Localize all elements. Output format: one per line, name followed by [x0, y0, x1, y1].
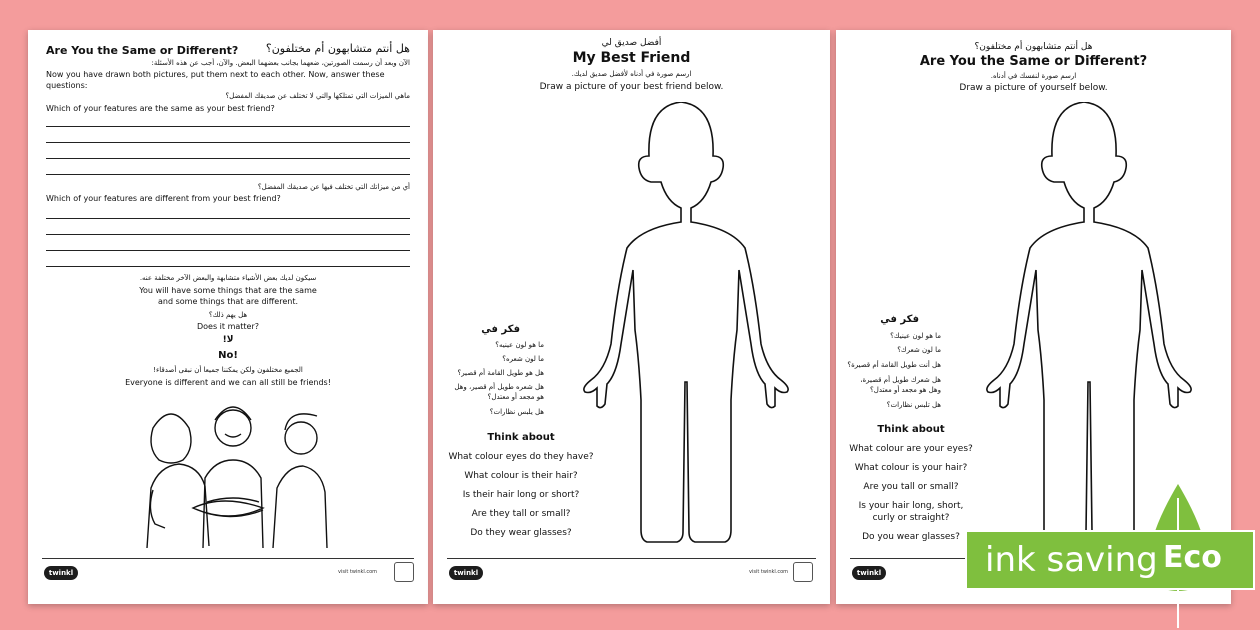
instructions-en-line2: questions:	[46, 81, 88, 90]
question-ar: ما هو لون عينيه؟	[495, 341, 544, 349]
think-about-heading-ar: فكر في	[880, 314, 919, 325]
question-en: curly or straight?	[872, 513, 950, 523]
answer-line	[46, 266, 410, 267]
think-about-heading-en: Think about	[877, 424, 945, 435]
question-same-en: Which of your features are the same as your best friend?	[46, 104, 275, 113]
question-en: What colour are your eyes?	[849, 444, 973, 454]
question-ar: هل أنت طويل القامة أم قصيرة؟	[847, 361, 941, 369]
body-outline-drawing	[571, 102, 791, 557]
question-en: Do they wear glasses?	[470, 528, 572, 538]
question-en: Is their hair long or short?	[462, 490, 580, 500]
question-en: What colour is your hair?	[854, 463, 968, 473]
question-ar: هو مجعد أو معتدل؟	[487, 393, 544, 401]
question-ar: ما لون شعره؟	[502, 355, 544, 363]
instructions-ar: الآن وبعد أن رسمت الصورتين، ضعهما بجانب بعضهما البعض. والآن، أجب عن هذه الأسئلة:	[151, 59, 410, 67]
quality-badge-icon	[394, 562, 414, 582]
footer-visit-link[interactable]: visit twinkl.com	[749, 569, 789, 575]
question-ar: ما هو لون عينيك؟	[890, 332, 941, 340]
footer-divider	[42, 558, 414, 559]
question-en: What colour eyes do they have?	[448, 452, 594, 462]
page-title-en: Are You the Same or Different?	[919, 54, 1148, 69]
question-en: Is your hair long, short,	[858, 501, 964, 511]
twinkl-logo: twinkl	[449, 566, 483, 580]
answer-line	[46, 250, 410, 251]
statement-en-3: Everyone is different and we can all still be friends!	[125, 378, 331, 387]
question-en: Are they tall or small?	[471, 509, 571, 519]
children-hands-together-illustration	[133, 398, 333, 548]
question-same-ar: ماهي الميزات التي تمتلكها والتي لا تختلف عن صديقك المفضل؟	[225, 92, 410, 100]
statement-en-2: Does it matter?	[196, 322, 259, 331]
question-different-ar: أي من ميزاتك التي تختلف فيها عن صديقك المفضل؟	[257, 183, 410, 191]
statement-ar-3: الجميع مختلفون ولكن يمكننا جميعا أن نبقى أصدقاء!	[153, 366, 303, 374]
quality-badge-icon	[793, 562, 813, 582]
answer-line	[46, 126, 410, 127]
think-about-heading-en: Think about	[487, 432, 555, 443]
instructions-en-line1: Now you have drawn both pictures, put them next to each other. Now, answer these	[46, 70, 385, 79]
answer-no-ar: لا!	[222, 335, 234, 345]
think-about-heading-ar: فكر في	[481, 324, 520, 335]
question-ar: هل يلبس نظارات؟	[489, 408, 544, 416]
answer-line	[46, 158, 410, 159]
answer-no-en: No!	[218, 350, 238, 361]
question-en: Are you tall or small?	[863, 482, 959, 492]
statement-ar-2: هل يهم ذلك؟	[208, 311, 248, 319]
twinkl-logo: twinkl	[852, 566, 886, 580]
answer-line	[46, 142, 410, 143]
page-title-ar: هل أنتم متشابهون أم مختلفون؟	[265, 42, 410, 55]
instructions-en: Draw a picture of yourself below.	[959, 83, 1108, 93]
statement-en-1b: and some things that are different.	[158, 297, 298, 306]
page-title-en: Are You the Same or Different?	[46, 44, 239, 57]
question-en: Do you wear glasses?	[862, 532, 960, 542]
ink-saving-text: ink saving	[985, 540, 1158, 580]
question-ar: هل شعره طويل أم قصير، وهل	[454, 383, 544, 391]
instructions-en: Draw a picture of your best friend below.	[539, 82, 724, 92]
ink-saving-eco-badge	[965, 478, 1260, 628]
footer-divider	[447, 558, 816, 559]
page-title-ar: أفضل صديق لي	[601, 38, 662, 48]
page-title-ar: هل أنتم متشابهون أم مختلفون؟	[974, 42, 1093, 52]
statement-ar-1: سيكون لديك بعض الأشياء متشابهة والبعض الآخر مختلفة عنه.	[139, 274, 317, 282]
page-title-en: My Best Friend	[572, 50, 691, 66]
question-different-en: Which of your features are different from your best friend?	[46, 194, 281, 203]
question-ar: ما لون شعرك؟	[897, 346, 941, 354]
answer-line	[46, 174, 410, 175]
footer-visit-link[interactable]: visit twinkl.com	[338, 569, 378, 575]
instructions-ar: ارسم صورة لنفسك في أدناه.	[990, 72, 1077, 80]
worksheet-page-best-friend	[433, 30, 830, 604]
answer-line	[46, 234, 410, 235]
question-ar: وهل هو مجعد أو معتدل؟	[870, 386, 941, 394]
question-ar: هل هو طويل القامة أم قصير؟	[457, 369, 544, 377]
worksheet-page-same-or-different	[28, 30, 428, 604]
question-ar: هل شعرك طويل أم قصيرة،	[860, 376, 941, 384]
question-ar: هل تلبس نظارات؟	[886, 401, 941, 409]
eco-label: Eco	[1163, 540, 1222, 575]
answer-line	[46, 218, 410, 219]
instructions-ar: ارسم صورة في أدناه لأفضل صديق لديك.	[571, 70, 692, 78]
statement-en-1a: You will have some things that are the same	[139, 286, 317, 295]
question-en: What colour is their hair?	[464, 471, 578, 481]
twinkl-logo: twinkl	[44, 566, 78, 580]
